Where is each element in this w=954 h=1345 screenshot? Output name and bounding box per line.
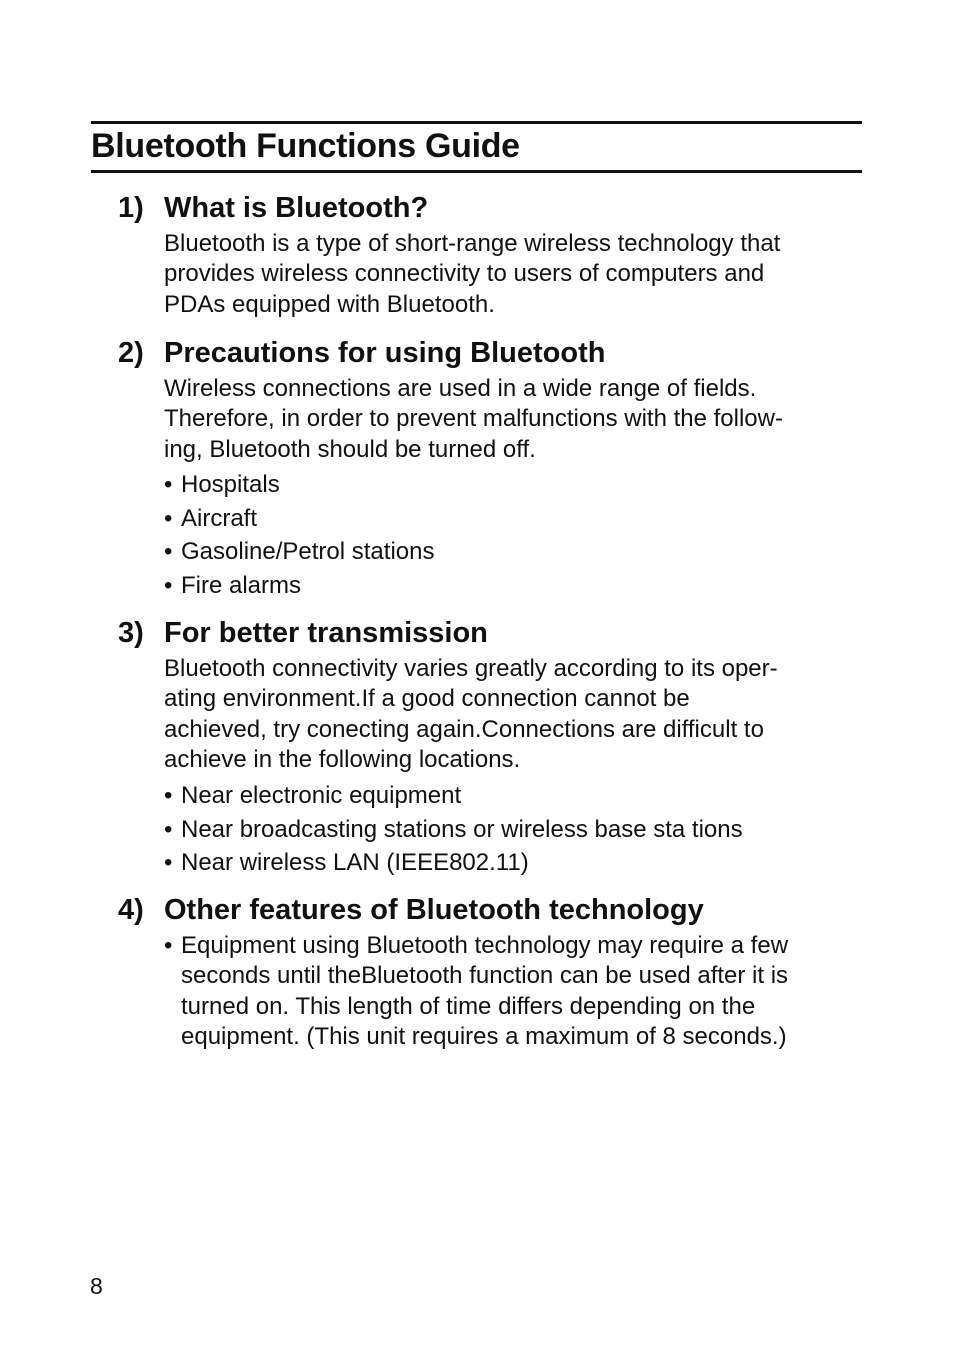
bullet-icon: • bbox=[164, 849, 173, 877]
list-item-label: Aircraft bbox=[181, 504, 258, 532]
list-item bbox=[164, 468, 434, 502]
body-line: Bluetooth is a type of short-range wireless technology that bbox=[164, 230, 781, 257]
body-line: PDAs equipped with Bluetooth. bbox=[164, 290, 495, 318]
list-item-label: Hospitals bbox=[181, 471, 280, 498]
body-line: achieved, try conecting again.Connections are difficult to bbox=[164, 715, 764, 743]
body-line: Therefore, in order to prevent malfunctions with the follow- bbox=[164, 405, 783, 433]
list-item bbox=[164, 535, 434, 569]
body-line: achieve in the following locations. bbox=[164, 746, 521, 774]
list-item bbox=[164, 569, 434, 603]
bullet-line: equipment. (This unit requires a maximum of 8 seconds.) bbox=[181, 1023, 787, 1051]
hanging-bullet bbox=[164, 931, 788, 1053]
list-item-label: Near broadcasting stations or wireless base sta tions bbox=[181, 815, 743, 843]
page-number: 8 bbox=[90, 1273, 103, 1299]
section-heading: Other features of Bluetooth technology bbox=[164, 894, 704, 926]
section-body bbox=[164, 374, 783, 465]
body-line: provides wireless connectivity to users of computers and bbox=[164, 260, 765, 288]
section-body bbox=[164, 654, 778, 776]
list-item-label: Near electronic equipment bbox=[181, 782, 462, 809]
list-item bbox=[164, 779, 743, 813]
bullet-list bbox=[164, 468, 434, 603]
section-body bbox=[164, 229, 780, 320]
bullet-line: seconds until theBluetooth function can be used after it is bbox=[181, 962, 789, 990]
bullet-line-text: Equipment using Bluetooth technology may require a few bbox=[181, 932, 789, 959]
list-item bbox=[164, 846, 743, 880]
bullet-list bbox=[164, 779, 743, 880]
list-item bbox=[164, 813, 743, 847]
body-line: Bluetooth connectivity varies greatly according to its oper- bbox=[164, 655, 778, 682]
section-number: 4) bbox=[118, 894, 144, 926]
bullet-icon: • bbox=[164, 572, 173, 600]
section-number: 2) bbox=[118, 337, 144, 369]
bullet-icon: • bbox=[164, 782, 173, 809]
list-item bbox=[164, 502, 434, 536]
section-heading: For better transmission bbox=[164, 617, 488, 649]
section-number: 3) bbox=[118, 617, 144, 649]
bullet-icon: • bbox=[164, 815, 173, 843]
bullet-icon: • bbox=[164, 504, 173, 532]
bullet-icon: • bbox=[164, 538, 173, 566]
section-heading: Precautions for using Bluetooth bbox=[164, 337, 606, 369]
section-number: 1) bbox=[118, 192, 144, 224]
title-block bbox=[91, 121, 862, 173]
list-item-label: Fire alarms bbox=[181, 572, 302, 600]
list-item-label: Near wireless LAN (IEEE802.11) bbox=[181, 849, 529, 877]
bullet-line: turned on. This length of time differs depending on the bbox=[181, 992, 756, 1020]
body-line: ating environment.If a good connection cannot be bbox=[164, 685, 690, 713]
bullet-line bbox=[164, 931, 788, 961]
bullet-icon: • bbox=[164, 932, 173, 959]
list-item-label: Gasoline/Petrol stations bbox=[181, 538, 435, 566]
page-title: Bluetooth Functions Guide bbox=[91, 127, 520, 165]
bullet-icon: • bbox=[164, 471, 173, 498]
section-heading: What is Bluetooth? bbox=[164, 192, 429, 224]
body-line: ing, Bluetooth should be turned off. bbox=[164, 435, 536, 463]
body-line: Wireless connections are used in a wide range of fields. bbox=[164, 375, 757, 402]
